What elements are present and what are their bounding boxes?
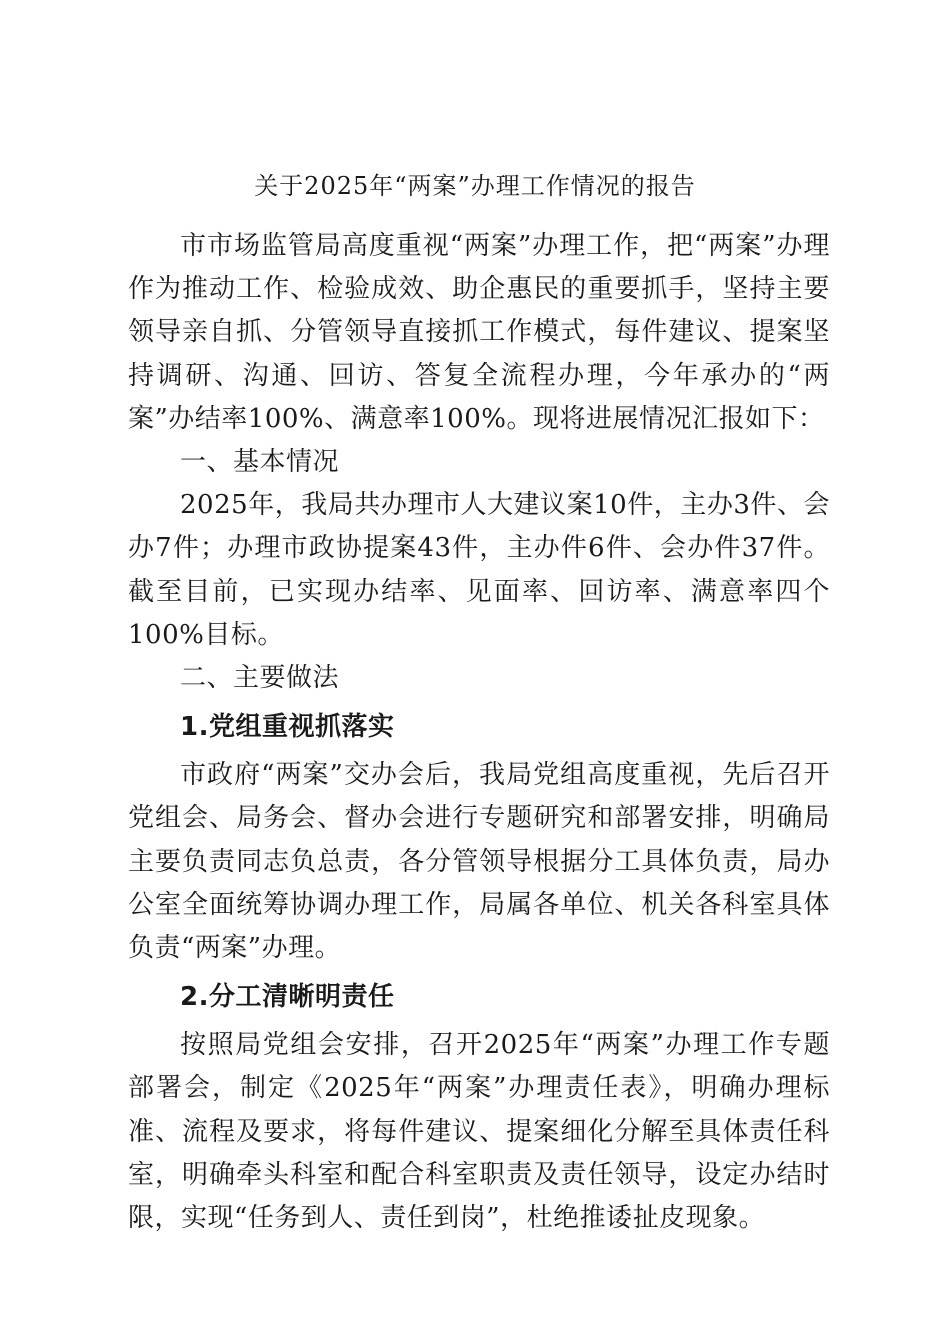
document-body: [128, 225, 830, 1240]
subheading-party-group: 1.党组重视抓落实: [180, 712, 395, 743]
party-group-paragraph: 市政府“两案”交办会后，我局党组高度重视，先后召开党组会、局务会、督办会进行专题研究和部署安排，明确局主要负责同志负总责，各分管领导根据分工具体负责，局办公室全面统筹协调办理工作，局属各单位、机关各科室具体负责“两案”办理。: [128, 760, 830, 964]
subheading-division-of-labor: 2.分工清晰明责任: [180, 982, 395, 1013]
basic-situation-paragraph: 2025年，我局共办理市人大建议案10件，主办3件、会办7件；办理市政协提案43件，主办件6件、会办件37件。截至目前，已实现办结率、见面率、回访率、满意率四个100%目标。: [128, 490, 830, 650]
division-of-labor-paragraph: 按照局党组会安排，召开2025年“两案”办理工作专题部署会，制定《2025年“两案”办理责任表》，明确办理标准、流程及要求，将每件建议、提案细化分解至具体责任科室，明确牵头科室和配合科室职责及责任领导，设定办结时限，实现“任务到人、责任到岗”，杜绝推诿扯皮现象。: [128, 1030, 830, 1234]
intro-paragraph: 市市场监管局高度重视“两案”办理工作，把“两案”办理作为推动工作、检验成效、助企惠民的重要抓手，坚持主要领导亲自抓、分管领导直接抓工作模式，每件建议、提案坚持调研、沟通、回访、答复全流程办理，今年承办的“两案”办结率100%、满意率100%。现将进展情况汇报如下：: [128, 231, 830, 434]
document-title: 关于2025年“两案”办理工作情况的报告: [254, 172, 696, 200]
section-heading-basic-situation: 一、基本情况: [180, 447, 340, 478]
section-heading-main-practices: 二、主要做法: [180, 663, 340, 694]
